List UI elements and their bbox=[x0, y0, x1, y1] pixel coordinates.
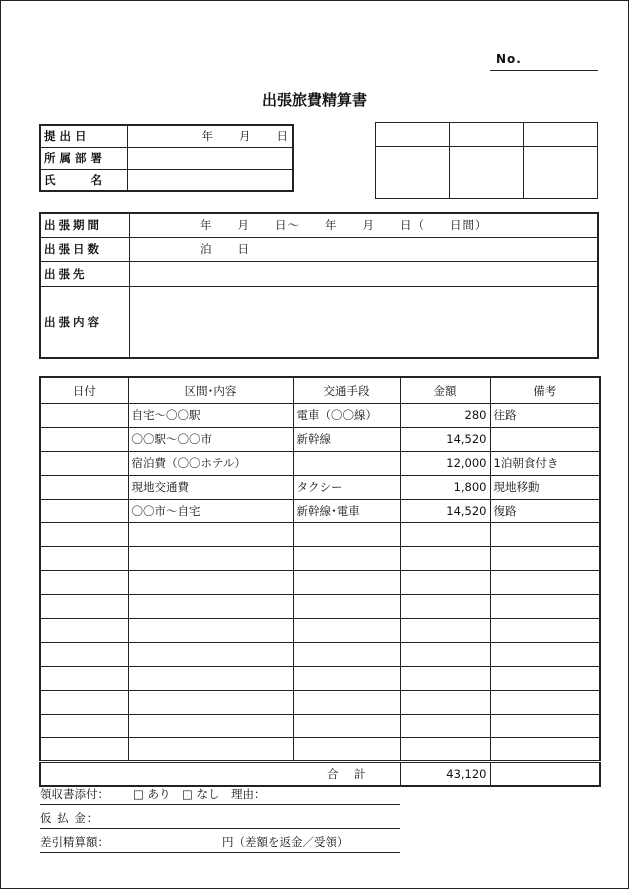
table-row bbox=[40, 690, 600, 714]
date-cell[interactable] bbox=[40, 595, 128, 619]
section-cell[interactable] bbox=[128, 595, 293, 619]
balance-note: 円（差額を返金／受領） bbox=[222, 835, 349, 849]
department-field[interactable] bbox=[128, 147, 294, 169]
amount-cell[interactable] bbox=[400, 690, 490, 714]
stamp-cell[interactable] bbox=[376, 147, 450, 199]
amount-cell[interactable] bbox=[400, 666, 490, 690]
section-cell[interactable] bbox=[128, 642, 293, 666]
amount-cell[interactable]: 280 bbox=[400, 404, 490, 428]
date-cell[interactable] bbox=[40, 547, 128, 571]
date-cell[interactable] bbox=[40, 427, 128, 451]
note-cell[interactable] bbox=[490, 642, 600, 666]
section-cell[interactable]: 自宅～〇〇駅 bbox=[128, 404, 293, 428]
date-cell[interactable] bbox=[40, 475, 128, 499]
note-cell[interactable] bbox=[490, 738, 600, 762]
header-amount: 金額 bbox=[400, 377, 490, 404]
advance-payment-label: 仮 払 金： bbox=[40, 811, 100, 825]
number-field-line[interactable] bbox=[490, 70, 598, 71]
table-row bbox=[40, 619, 600, 643]
note-cell[interactable] bbox=[490, 571, 600, 595]
transport-cell[interactable] bbox=[293, 547, 400, 571]
amount-cell[interactable] bbox=[400, 714, 490, 738]
balance-line[interactable] bbox=[40, 852, 400, 853]
table-row bbox=[40, 738, 600, 762]
trip-days-field[interactable]: 泊 日 bbox=[130, 237, 599, 261]
total-label: 合 計 bbox=[40, 762, 400, 786]
amount-cell[interactable] bbox=[400, 571, 490, 595]
stamp-header-cell bbox=[524, 123, 598, 147]
transport-cell[interactable] bbox=[293, 523, 400, 547]
note-cell[interactable]: 往路 bbox=[490, 404, 600, 428]
name-field[interactable] bbox=[128, 169, 294, 191]
note-cell[interactable] bbox=[490, 427, 600, 451]
table-row bbox=[40, 451, 600, 475]
trip-content-field[interactable] bbox=[130, 286, 599, 358]
transport-cell[interactable]: タクシー bbox=[293, 475, 400, 499]
table-row bbox=[40, 547, 600, 571]
amount-cell[interactable] bbox=[400, 547, 490, 571]
total-amount: 43,120 bbox=[400, 762, 490, 786]
table-row bbox=[40, 523, 600, 547]
date-cell[interactable] bbox=[40, 404, 128, 428]
table-row bbox=[40, 427, 600, 451]
transport-cell[interactable]: 新幹線･電車 bbox=[293, 499, 400, 523]
header-date: 日付 bbox=[40, 377, 128, 404]
date-cell[interactable] bbox=[40, 619, 128, 643]
section-cell[interactable] bbox=[128, 571, 293, 595]
note-cell[interactable] bbox=[490, 714, 600, 738]
amount-cell[interactable]: 14,520 bbox=[400, 427, 490, 451]
section-cell[interactable] bbox=[128, 738, 293, 762]
section-cell[interactable] bbox=[128, 666, 293, 690]
section-cell[interactable]: 〇〇駅～〇〇市 bbox=[128, 427, 293, 451]
table-row bbox=[40, 714, 600, 738]
name-label: 氏 名 bbox=[40, 169, 128, 191]
header-transport: 交通手段 bbox=[293, 377, 400, 404]
document-title: 出張旅費精算書 bbox=[261, 91, 367, 109]
receipt-options[interactable]: □ あり □ なし 理由： bbox=[133, 787, 266, 801]
note-cell[interactable]: 現地移動 bbox=[490, 475, 600, 499]
table-row bbox=[40, 595, 600, 619]
date-cell[interactable] bbox=[40, 666, 128, 690]
department-label: 所属部署 bbox=[40, 147, 128, 169]
section-cell[interactable]: 〇〇市～自宅 bbox=[128, 499, 293, 523]
table-row bbox=[40, 404, 600, 428]
amount-cell[interactable]: 12,000 bbox=[400, 451, 490, 475]
note-cell[interactable]: 復路 bbox=[490, 499, 600, 523]
stamp-cell[interactable] bbox=[524, 147, 598, 199]
submit-date-field[interactable]: 年 月 日 bbox=[128, 125, 294, 147]
trip-days-label: 出張日数 bbox=[40, 237, 130, 261]
date-cell[interactable] bbox=[40, 523, 128, 547]
transport-cell[interactable] bbox=[293, 714, 400, 738]
transport-cell[interactable] bbox=[293, 619, 400, 643]
amount-cell[interactable] bbox=[400, 595, 490, 619]
transport-cell[interactable] bbox=[293, 666, 400, 690]
transport-cell[interactable]: 新幹線 bbox=[293, 427, 400, 451]
trip-content-label: 出張内容 bbox=[40, 286, 130, 358]
stamp-cell[interactable] bbox=[450, 147, 524, 199]
table-row bbox=[40, 475, 600, 499]
receipt-line bbox=[40, 804, 400, 805]
transport-cell[interactable] bbox=[293, 690, 400, 714]
section-cell[interactable]: 現地交通費 bbox=[128, 475, 293, 499]
note-cell[interactable] bbox=[490, 595, 600, 619]
destination-field[interactable] bbox=[130, 261, 599, 286]
note-cell[interactable] bbox=[490, 666, 600, 690]
section-cell[interactable] bbox=[128, 523, 293, 547]
stamp-header-cell bbox=[376, 123, 450, 147]
total-row bbox=[40, 762, 600, 786]
date-cell[interactable] bbox=[40, 499, 128, 523]
amount-cell[interactable]: 1,800 bbox=[400, 475, 490, 499]
date-cell[interactable] bbox=[40, 571, 128, 595]
date-cell[interactable] bbox=[40, 714, 128, 738]
table-row bbox=[40, 571, 600, 595]
advance-payment-line[interactable] bbox=[40, 828, 400, 829]
amount-cell[interactable] bbox=[400, 523, 490, 547]
date-cell[interactable] bbox=[40, 642, 128, 666]
expense-table bbox=[39, 376, 601, 787]
date-cell[interactable] bbox=[40, 738, 128, 762]
amount-cell[interactable]: 14,520 bbox=[400, 499, 490, 523]
note-cell[interactable] bbox=[490, 619, 600, 643]
transport-cell[interactable] bbox=[293, 451, 400, 475]
approval-stamp-table bbox=[375, 122, 598, 199]
number-label: No. bbox=[496, 52, 522, 66]
amount-cell[interactable] bbox=[400, 619, 490, 643]
trip-period-field[interactable]: 年 月 日～ 年 月 日（ 日間） bbox=[130, 213, 599, 237]
transport-cell[interactable]: 電車（〇〇線） bbox=[293, 404, 400, 428]
note-cell[interactable] bbox=[490, 523, 600, 547]
trip-period-label: 出張期間 bbox=[40, 213, 130, 237]
note-cell[interactable] bbox=[490, 547, 600, 571]
transport-cell[interactable] bbox=[293, 571, 400, 595]
section-cell[interactable] bbox=[128, 690, 293, 714]
receipt-label: 領収書添付： bbox=[40, 787, 109, 801]
header-note: 備考 bbox=[490, 377, 600, 404]
destination-label: 出張先 bbox=[40, 261, 130, 286]
table-row bbox=[40, 499, 600, 523]
balance-label: 差引精算額： bbox=[40, 835, 109, 849]
section-cell[interactable] bbox=[128, 619, 293, 643]
transport-cell[interactable] bbox=[293, 595, 400, 619]
section-cell[interactable] bbox=[128, 714, 293, 738]
total-note-cell bbox=[490, 762, 600, 786]
transport-cell[interactable] bbox=[293, 738, 400, 762]
section-cell[interactable] bbox=[128, 547, 293, 571]
applicant-info-table bbox=[39, 124, 294, 192]
table-row bbox=[40, 666, 600, 690]
note-cell[interactable] bbox=[490, 690, 600, 714]
note-cell[interactable]: 1泊朝食付き bbox=[490, 451, 600, 475]
table-row bbox=[40, 642, 600, 666]
date-cell[interactable] bbox=[40, 690, 128, 714]
submit-date-label: 提出日 bbox=[40, 125, 128, 147]
stamp-header-cell bbox=[450, 123, 524, 147]
amount-cell[interactable] bbox=[400, 738, 490, 762]
date-cell[interactable] bbox=[40, 451, 128, 475]
section-cell[interactable]: 宿泊費（〇〇ホテル） bbox=[128, 451, 293, 475]
header-section: 区間･内容 bbox=[128, 377, 293, 404]
transport-cell[interactable] bbox=[293, 642, 400, 666]
amount-cell[interactable] bbox=[400, 642, 490, 666]
trip-details-table bbox=[39, 212, 599, 359]
